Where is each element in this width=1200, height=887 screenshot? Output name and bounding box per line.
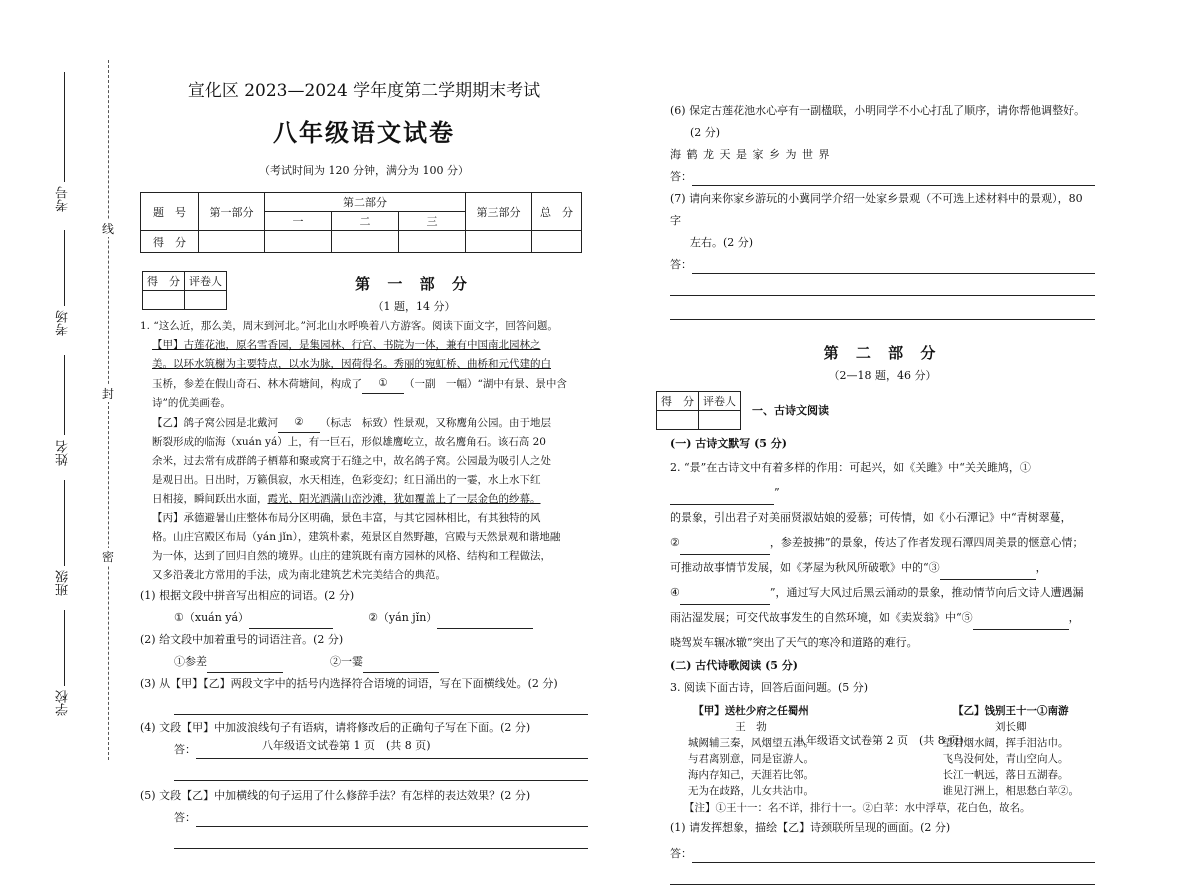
grader-score-cell[interactable] (143, 291, 185, 310)
sq4: (4) 文段【甲】中加波浪线句子有语病，请将修改后的正确句子写在下面。(2 分) (140, 721, 531, 734)
grader2-name-label: 评卷人 (699, 392, 741, 411)
q2-blank-5[interactable] (973, 614, 1069, 630)
q2-line-3: ，参差披拂”的景象，传达了作者发现石潭四周美景的惬意心情； (769, 536, 1084, 549)
part2-score-note: （2—18 题，46 分） (828, 369, 937, 382)
score-cell-part2-3[interactable] (399, 231, 466, 253)
page-2-footer: 八年级语文试卷第 2 页 (共 8 页) (795, 734, 964, 747)
page-1-footer: 八年级语文试卷第 1 页 (共 8 页) (262, 739, 431, 752)
grader-box-2 (656, 391, 741, 430)
score-cell-part3[interactable] (466, 231, 532, 253)
poem-a-line: 与君离别意，同是宦游人。 (688, 753, 814, 765)
sq1-a-answer[interactable] (249, 613, 333, 629)
score-cell-part2-2[interactable] (332, 231, 399, 253)
name-line (64, 355, 65, 435)
poem-b (943, 703, 1080, 799)
q7-answer-line-1[interactable] (692, 254, 1095, 274)
poem-b-line: 谁见汀洲上，相思愁白苹②。 (942, 785, 1079, 797)
s2-title: (二) 古代诗歌阅读 (5 分) (670, 659, 798, 672)
exam-title: 宣化区 2023—2024 学年度第二学期期末考试 (187, 81, 541, 101)
poem-a-title: 【甲】送杜少府之任蜀州 (693, 705, 809, 717)
poem-a-author: 王 勃 (735, 721, 767, 733)
label-class: 班级 (56, 570, 71, 596)
sq5-answer-line-2[interactable] (174, 829, 588, 849)
label-school: 学校 (56, 690, 71, 716)
grader2-name-cell[interactable] (699, 411, 741, 430)
sq2-b-label: ②一霎 (330, 655, 363, 668)
subquestions (140, 585, 588, 853)
label-exam-room: 考场 (56, 310, 71, 336)
q2-line-1: 2. “景”在古诗文中有着多样的作用：可起兴，如《关雎》中“关关雎鸠，① (670, 461, 1031, 474)
poem-a-line: 海内存知己，天涯若比邻。 (688, 769, 814, 781)
sq5-answer-label: 答： (174, 811, 196, 824)
exam-time-note: （考试时间为 120 分钟，满分为 100 分） (259, 164, 469, 177)
jia-line-4: 诗”的优美画卷。 (152, 397, 231, 409)
grader-box-1 (142, 271, 227, 310)
score-cell-total[interactable] (532, 231, 582, 253)
q7-text: (7) 请向来你家乡游玩的小冀同学介绍一处家乡景观（不可选上述材料中的景观），80 字 (670, 192, 1083, 227)
exam-number-line (64, 72, 65, 182)
q2-line-6: 雨沾湿发展；可交代故事发生的自然环境，如《卖炭翁》中“⑤ (670, 611, 973, 624)
q3-1-answer-label: 答： (670, 847, 692, 860)
yi-line-5b: 霞光、阳光洒满山峦沙滩，犹如覆盖上了一层金色的纱幕。 (267, 493, 541, 505)
q2-blank-1[interactable] (670, 489, 774, 505)
cut-mark-secret: 密 (102, 550, 115, 564)
q6-text: (6) 保定古莲花池水心亭有一副楹联，小明同学不小心打乱了顺序，请你帮他调整好。 (670, 104, 1086, 117)
jia-line-3a: 玉桥，参差在假山奇石、林木荷塘间，构成了 (152, 378, 362, 390)
sq4-answer-label: 答： (174, 743, 196, 756)
bing-line-2: 格。山庄宫殿区布局（yán jǐn），建筑朴素，苑景区自然野趣，宫殿与天然景观和谐地融 (152, 531, 561, 543)
part1-score-note: （1 题，14 分） (372, 300, 456, 313)
q3-1-text: (1) 请发挥想象，描绘【乙】诗颈联所呈现的画面。(2 分) (670, 821, 951, 834)
q6-answer-label: 答： (670, 170, 692, 183)
page-2 (661, 100, 1095, 887)
sq1-b-label: ②（yán jǐn） (368, 611, 438, 624)
sq4-answer-line-2[interactable] (174, 761, 588, 781)
grader-name-cell[interactable] (185, 291, 227, 310)
q2-blank-2[interactable] (680, 539, 770, 555)
label-name: 姓名 (56, 440, 71, 466)
q2-line-3-num: ② (670, 536, 680, 549)
score-cell-part2-1[interactable] (265, 231, 332, 253)
page-1 (140, 70, 588, 853)
label-exam-number: 考号 (56, 186, 71, 212)
q7-answer-label: 答： (670, 258, 692, 271)
sq2-a-label: ①参差 (174, 655, 207, 668)
jia-line-1: 【甲】古莲花池，原名雪香园，是集园林、行宫、书院为一体，兼有中国南北园林之 (152, 339, 541, 351)
score-cell-part1[interactable] (199, 231, 265, 253)
binding-margin (0, 0, 128, 849)
poem-note: 【注】①王十一：名不详，排行十一。②白苹：水中浮草，花白色，故名。 (684, 802, 1031, 814)
grader2-score-label: 得 分 (657, 392, 699, 411)
sq3-answer-line[interactable] (174, 695, 588, 715)
poems (670, 703, 1095, 799)
yi-line-5a: 日相接，瞬间跃出水面， (152, 493, 268, 505)
bing-line-4: 又多沿袭北方常用的手法，成为南北建筑艺术完美结合的典范。 (152, 569, 446, 581)
poem-b-author: 刘长卿 (995, 721, 1027, 733)
part1-title: 第 一 部 分 (355, 275, 473, 293)
poem-a-line: 城阙辅三秦，风烟望五津。 (688, 737, 814, 749)
q3-1-answer-line-2[interactable] (670, 865, 1095, 885)
bing-line-1: 【丙】承德避暑山庄整体布局分区明确，景色丰富，与其它园林相比，有其独特的风 (152, 512, 541, 524)
poem-a-line: 无为在歧路，儿女共沾巾。 (688, 785, 814, 797)
poem-b-line: 飞鸟没何处，青山空向人。 (942, 753, 1069, 765)
sq2-b-answer[interactable] (363, 657, 439, 673)
sq1-b-answer[interactable] (437, 613, 533, 629)
sq2-a-answer[interactable] (207, 657, 283, 673)
q2-line-4: 可推动故事情节发展，如《茅屋为秋风所破歌》中的“③ (670, 561, 940, 574)
yi-line-3: 余米，过去常有成群鸽子栖幕和聚或窝于石缝之中，故名鸽子窝。公园最为吸引人之处 (152, 455, 551, 467)
blank-2[interactable]: ② (278, 413, 320, 433)
cut-mark-line: 线 (102, 222, 115, 236)
q2-line-7: 晓驾炭车辗冰辙”突出了天气的寒冷和道路的难行。 (670, 636, 918, 649)
part2-grader-row (661, 391, 1095, 433)
q2-line-5: ”，通过写大风过后黑云涌动的景象，推动情节向后文诗人遭遇漏 (769, 586, 1084, 599)
q2-blank-4[interactable] (680, 589, 770, 605)
sq3: (3) 从【甲】【乙】两段文字中的括号内选择符合语境的词语，写在下面横线处。(2 分) (140, 677, 558, 690)
q2-line-2: 的景象，引出君子对美丽贤淑姑娘的爱慕；可传情，如《小石潭记》中“青树翠蔓， (670, 511, 1072, 524)
poem-a (688, 703, 814, 799)
score-header-total: 总 分 (532, 193, 582, 231)
score-row-label: 得 分 (141, 231, 199, 253)
part1-header (140, 271, 588, 315)
grader-score-label: 得 分 (143, 272, 185, 291)
question-2 (670, 455, 1095, 655)
score-sub-1: 一 (265, 212, 332, 231)
q2-line-6-end: ， (1068, 611, 1080, 624)
q2-blank-3[interactable] (940, 564, 1036, 580)
class-line (64, 480, 65, 566)
score-header-part1: 第一部分 (199, 193, 265, 231)
paper-subtitle: 八年级语文试卷 (273, 118, 455, 147)
school-line (64, 610, 65, 686)
part2-title: 第 二 部 分 (823, 344, 942, 362)
q2-line-5-num: ④ (670, 586, 680, 599)
section-1-title: 一、古诗文阅读 (752, 404, 829, 417)
yi-line-1b: （标志 标致）性景观，又称鹰角公园。由于地层 (320, 417, 551, 429)
poem-b-line: 长江一帆远，落日五湖春。 (942, 769, 1069, 781)
bing-line-3: 为一体，达到了回归自然的境界。山庄的建筑既有南方园林的风格、结构和工程做法， (152, 550, 551, 562)
q7-text-2: 左右。(2 分) (690, 236, 754, 249)
score-sub-2: 二 (332, 212, 399, 231)
s1-title: (一) 古诗文默写 (5 分) (670, 437, 787, 450)
score-header-part2: 第二部分 (265, 193, 466, 212)
cut-dashed-line (108, 60, 109, 760)
q3-1-answer-line-1[interactable] (692, 843, 1095, 863)
sq1-a-label: ①（xuán yá） (174, 611, 250, 624)
exam-room-line (64, 230, 65, 306)
yi-line-1a: 【乙】鸽子窝公园是北戴河 (152, 417, 278, 429)
jia-line-2: 美。以环水筑榭为主要特点，以水为脉，因荷得名。秀丽的宛虹桥、曲桥和元代建的白 (152, 358, 551, 370)
yi-line-2: 断裂形成的临海（xuán yá）上，有一巨石，形似雄鹰屹立，故名鹰角石。该石高 20 (152, 436, 546, 448)
blank-1[interactable]: ① (362, 374, 404, 394)
q6-score: (2 分) (690, 126, 721, 139)
q6-answer-line[interactable] (692, 166, 1095, 186)
score-header-label: 题 号 (141, 193, 199, 231)
jia-line-3b: （一副 一幅）“湖中有景、景中含 (404, 378, 567, 390)
q7-answer-line-2[interactable] (670, 276, 1095, 296)
sq1: (1) 根据文段中拼音写出相应的词语。(2 分) (140, 589, 355, 602)
cut-mark-seal: 封 (102, 387, 115, 401)
q6-words: 海 鹤 龙 天 是 家 乡 为 世 界 (670, 148, 831, 161)
sq5-answer-line-1[interactable] (196, 807, 588, 827)
poem-b-line: 望君烟水阔，挥手泪沾巾。 (942, 737, 1069, 749)
q3-text: 3. 阅读下面古诗，回答后面问题。(5 分) (670, 681, 869, 694)
sq2: (2) 给文段中加着重号的词语注音。(2 分) (140, 633, 344, 646)
score-header-part3: 第三部分 (466, 193, 532, 231)
grader2-score-cell[interactable] (657, 411, 699, 430)
q7-answer-line-3[interactable] (670, 300, 1095, 320)
question-1 (140, 317, 588, 585)
grader-name-label: 评卷人 (185, 272, 227, 291)
q2-line-4-end: ， (1035, 561, 1047, 574)
yi-line-4: 是观日出。日出时，万籁俱寂，水天相连，色彩变幻；红日涌出的一霎，水上水下红 (152, 474, 541, 486)
q1-intro: 1. “这么近，那么美，周末到河北。”河北山水呼唤着八方游客。阅读下面文字，回答问题。 (140, 320, 558, 332)
sq5: (5) 文段【乙】中加横线的句子运用了什么修辞手法？有怎样的表达效果？(2 分) (140, 789, 531, 802)
score-table (140, 192, 582, 253)
score-sub-3: 三 (399, 212, 466, 231)
poem-b-title: 【乙】饯别王十一①南游 (953, 705, 1069, 717)
q2-line-1-end: ” (774, 486, 780, 499)
